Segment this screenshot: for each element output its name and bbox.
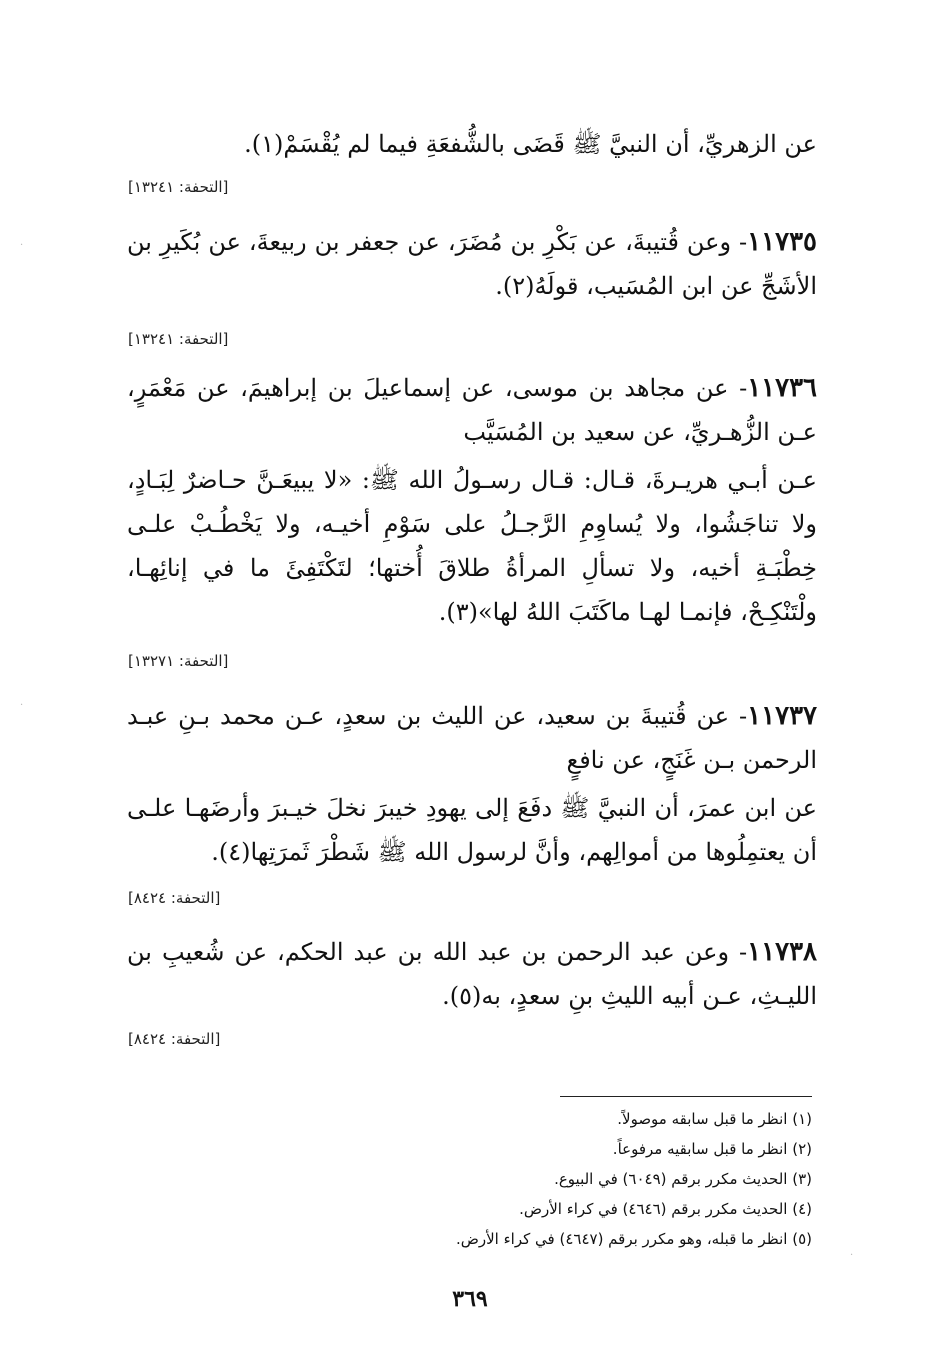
hadith-11737-isnad — [127, 694, 817, 782]
margin-dot: · — [20, 240, 24, 251]
page-number: ٣٦٩ — [452, 1286, 488, 1312]
hadith-matn: عن ابن عمرَ، أن النبيَّ ﷺ دفَعَ إلى يهودِ خيبرَ نخلَ خيـبرَ وأرضَهـا علـى أن يعتمِلُوها من أموالِهم، وأنَّ لرسول الله ﷺ شَطْرَ ثَمرَتِها(٤). — [127, 794, 817, 866]
footnote-2: (٢) انظر ما قبل سابقيه مرفوعاً. — [612, 1140, 812, 1158]
hadith-number: ١١٧٣٨ — [747, 937, 817, 967]
footnote-3: (٣) الحديث مكرر برقم (٦٠٤٩) في البيوع. — [554, 1170, 812, 1188]
tuhfa-reference: [التحفة: ١٣٢٤١] — [128, 330, 229, 348]
hadith-isnad: - وعن عبد الرحمن بن عبد الله بن عبد الحكم، عن شُعيبِ بن الليـثِ، عـن أبيه الليثِ بنِ سعدٍ، به(٥). — [127, 938, 817, 1010]
footnote-1: (١) انظر ما قبل سابقه موصولاً. — [617, 1110, 812, 1128]
hadith-isnad: - وعن قُتيبةَ، عن بَكْرِ بن مُضَرَ، عن جعفر بن ربيعةَ، عن بُكَيرِ بن الأشَجِّ عن ابن المُسَيب، قولَهُ(٢). — [127, 228, 817, 300]
tuhfa-reference: [التحفة: ١٣٢٧١] — [128, 652, 229, 670]
hadith-number: ١١٧٣٥ — [747, 227, 817, 257]
footnotes — [252, 1104, 812, 1254]
hadith-11736-matn — [127, 458, 817, 634]
hadith-number: ١١٧٣٦ — [747, 373, 818, 403]
tuhfa-reference: [التحفة: ٨٤٢٤] — [128, 1030, 221, 1048]
hadith-number: ١١٧٣٧ — [747, 701, 817, 731]
footnote-4: (٤) الحديث مكرر برقم (٤٦٤٦) في كراء الأرض. — [519, 1200, 812, 1218]
hadith-11735 — [127, 220, 817, 308]
hadith-text-continuation — [127, 122, 817, 166]
paragraph-text: عن الزهريِّ، أن النبيَّ ﷺ قَضَى بالشُّفعَةِ فيما لم يُقْسَمْ(١). — [244, 130, 817, 158]
hadith-11738 — [127, 930, 817, 1018]
tuhfa-reference: [التحفة: ٨٤٢٤] — [128, 889, 221, 907]
hadith-11737-matn — [127, 786, 817, 874]
margin-dot: · — [850, 1250, 854, 1261]
hadith-11736-isnad — [127, 366, 817, 454]
footnote-5: (٥) انظر ما قبله، وهو مكرر برقم (٤٦٤٧) في كراء الأرض. — [455, 1230, 812, 1248]
margin-dot: · — [20, 700, 24, 711]
hadith-matn: عـن أبـي هريـرةَ، قـال: قـال رسـولُ الله ﷺ: «لا يبيعَـنَّ حـاضرٌ لِبَـادٍ، ولا تناجَشُوا، ولا يُساوِمِ الرَّجـلُ على سَوْمِ أخيـه، ولا يَخْطُـبْ علـى خِطْبَـةِ أخيه، ولا تسألِ المرأةُ طلاقَ أُختها؛ لتَكْتَفِئَ ما في إنائِهـا، ولْتَنْكِـحْ، فإنمـا لهـا ماكَتَبَ اللهُ لها»(٣). — [127, 466, 817, 626]
hadith-isnad: - عن مجاهد بن موسى، عن إسماعيلَ بن إبراهيمَ، عن مَعْمَرٍ، عـن الزُّهـريِّ، عن سعيد بن المُسَيَّب — [127, 374, 817, 446]
footnote-divider — [560, 1096, 812, 1097]
hadith-isnad: - عن قُتيبةَ بن سعيد، عن الليث بن سعدٍ، عـن محمد بـنِ عبـد الرحمن بـن غَنَجٍ، عن نافعٍ — [127, 702, 817, 774]
tuhfa-reference: [التحفة: ١٣٢٤١] — [128, 178, 229, 196]
